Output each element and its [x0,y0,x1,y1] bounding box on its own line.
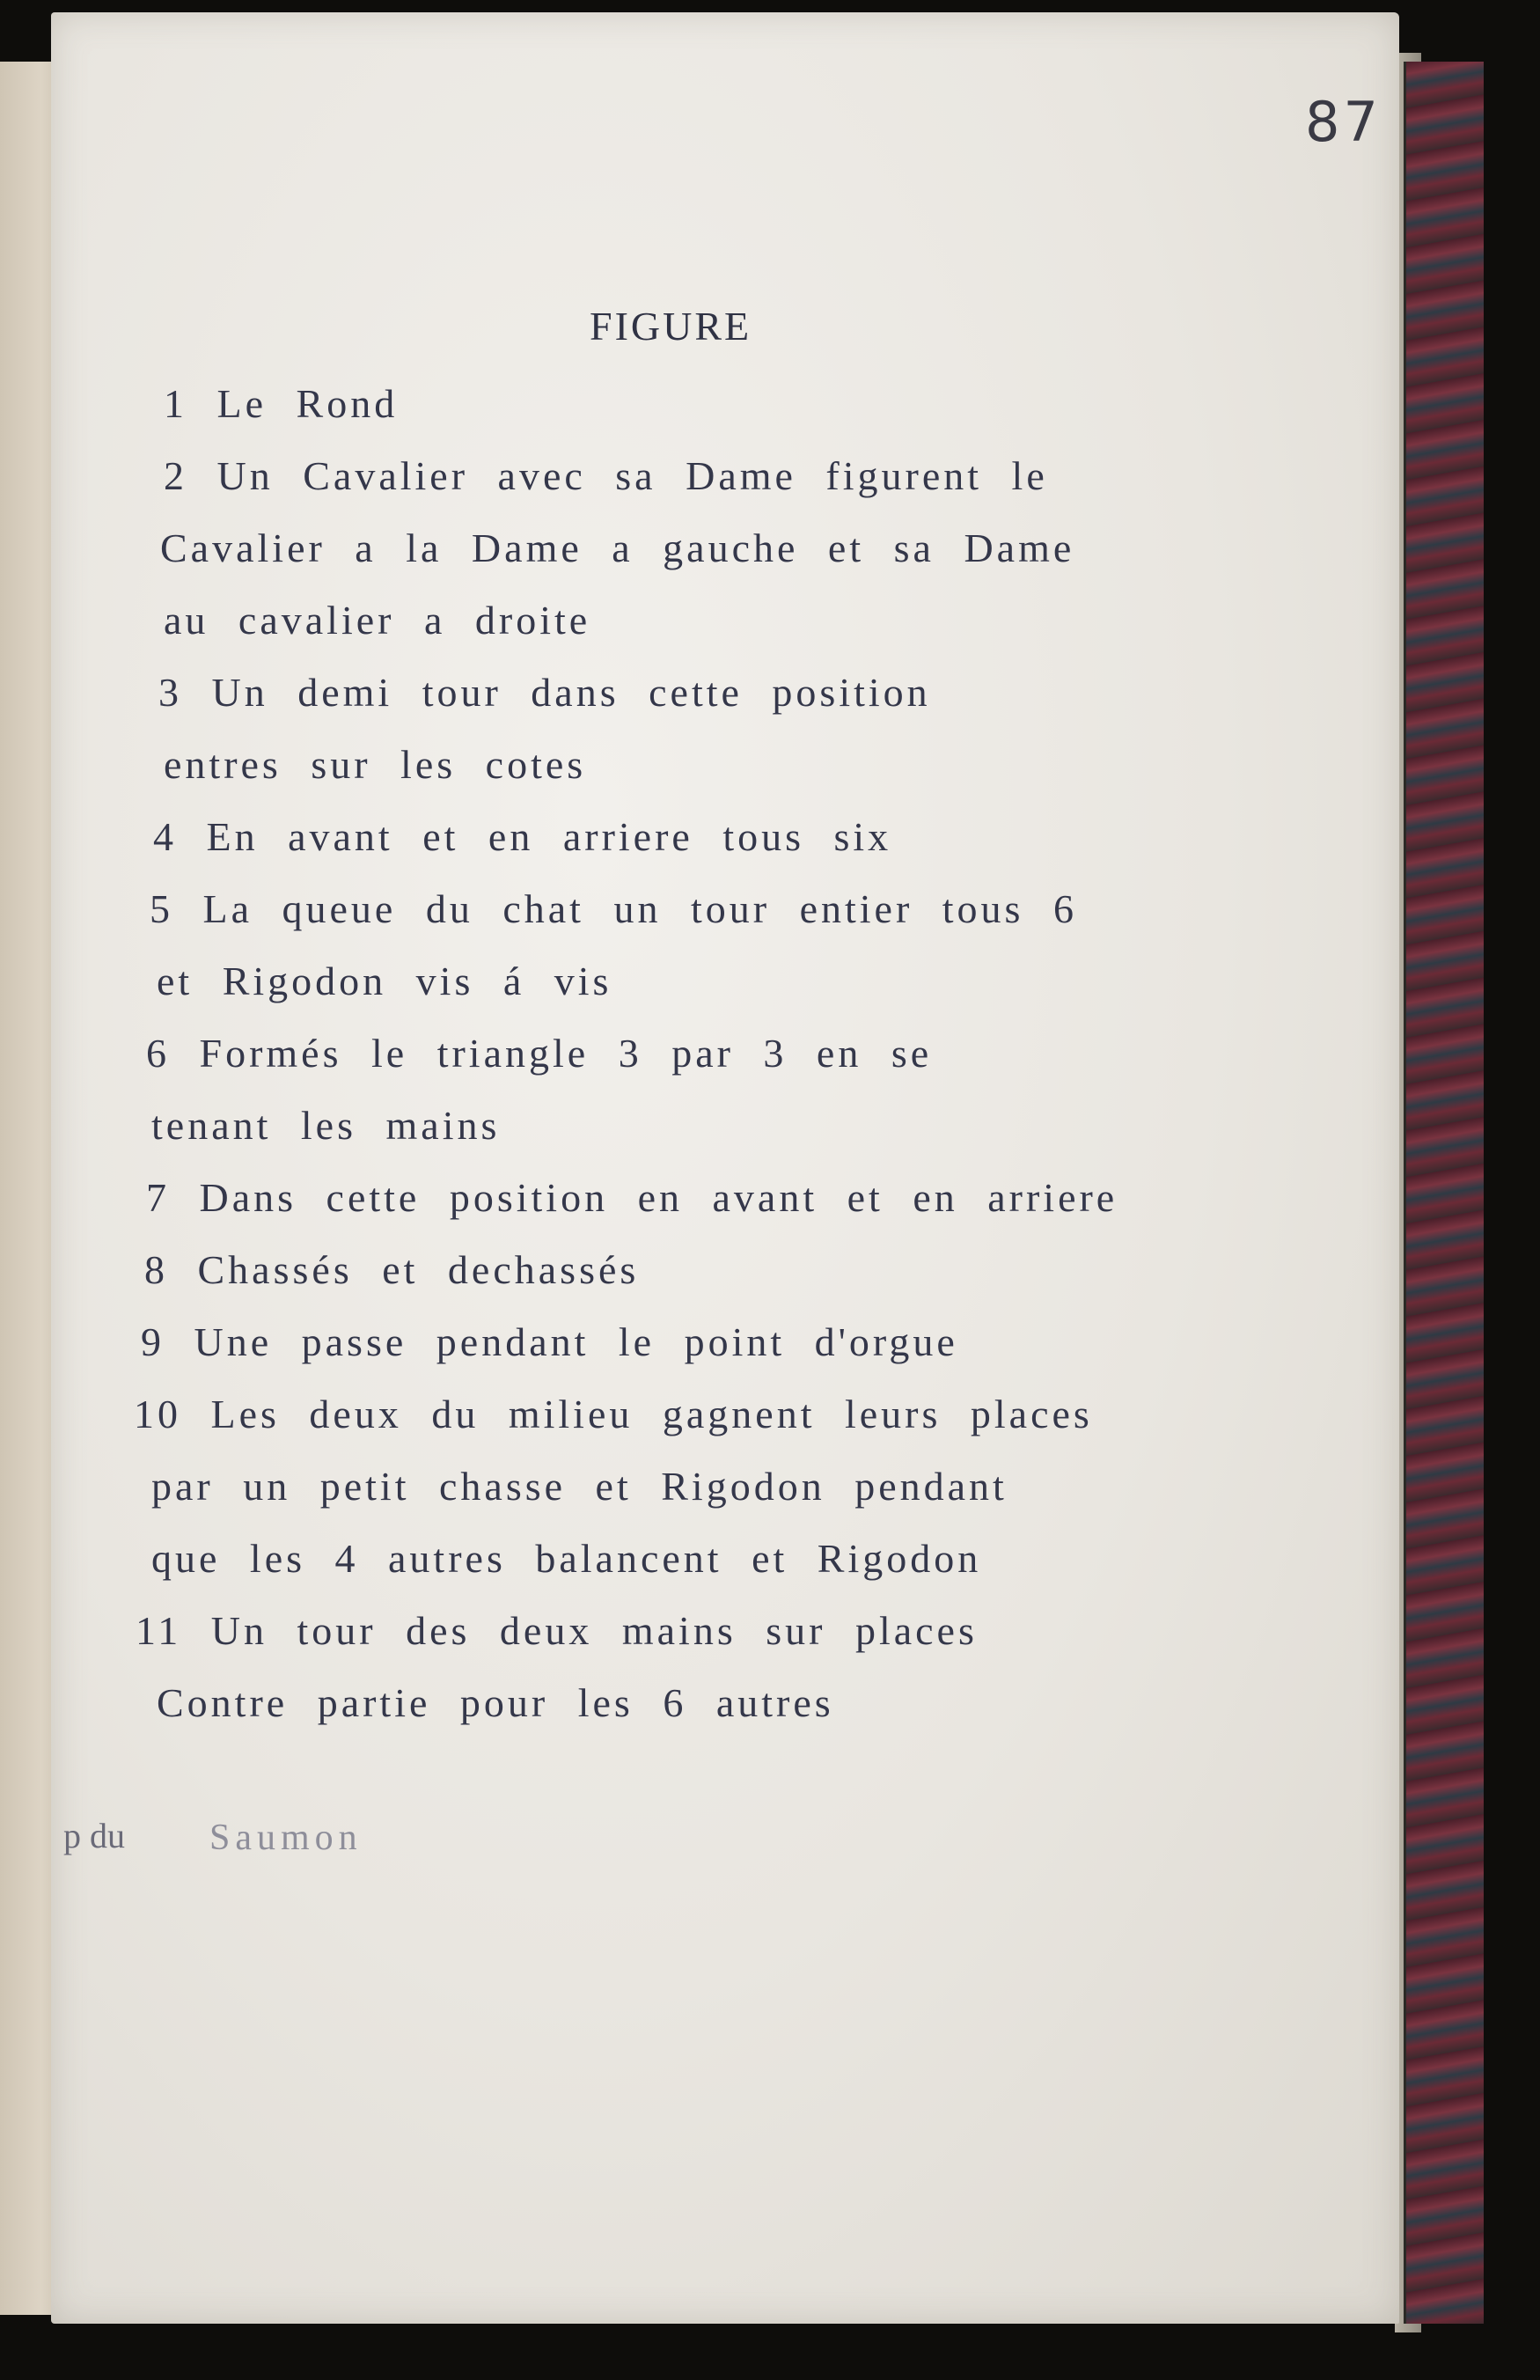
text-line: 10 Les deux du milieu gagnent leurs places [134,1392,1093,1436]
text-line: entres sur les cotes [164,742,587,787]
text-line: 1 Le Rond [164,381,399,426]
footer-word: Saumon [209,1818,363,1858]
manuscript-page [51,12,1399,2324]
text-line: 8 Chassés et dechassés [144,1247,640,1292]
text-line: et Rigodon vis á vis [157,959,612,1003]
text-line: 2 Un Cavalier avec sa Dame figurent le [164,453,1048,498]
text-line: 5 La queue du chat un tour entier tous 6 [150,886,1077,931]
text-line: 4 En avant et en arriere tous six [153,814,892,859]
text-line: 7 Dans cette position en avant et en arriere [146,1175,1118,1220]
text-line: par un petit chasse et Rigodon pendant [151,1464,1008,1509]
text-line: Cavalier a la Dame a gauche et sa Dame [160,525,1075,570]
text-line: que les 4 autres balancent et Rigodon [151,1536,982,1581]
text-line: 6 Formés le triangle 3 par 3 en se [146,1031,933,1076]
text-line: 9 Une passe pendant le point d'orgue [141,1319,958,1364]
text-line: 3 Un demi tour dans cette position [158,670,931,715]
text-line: 11 Un tour des deux mains sur places [136,1608,978,1653]
margin-note: p du [63,1816,125,1855]
page-number: 87 [1305,90,1382,154]
marbled-book-edge [1404,62,1484,2324]
text-line: Contre partie pour les 6 autres [157,1680,834,1725]
text-line: au cavalier a droite [164,598,591,643]
text-line: tenant les mains [151,1103,501,1148]
page-heading: FIGURE [590,304,752,349]
